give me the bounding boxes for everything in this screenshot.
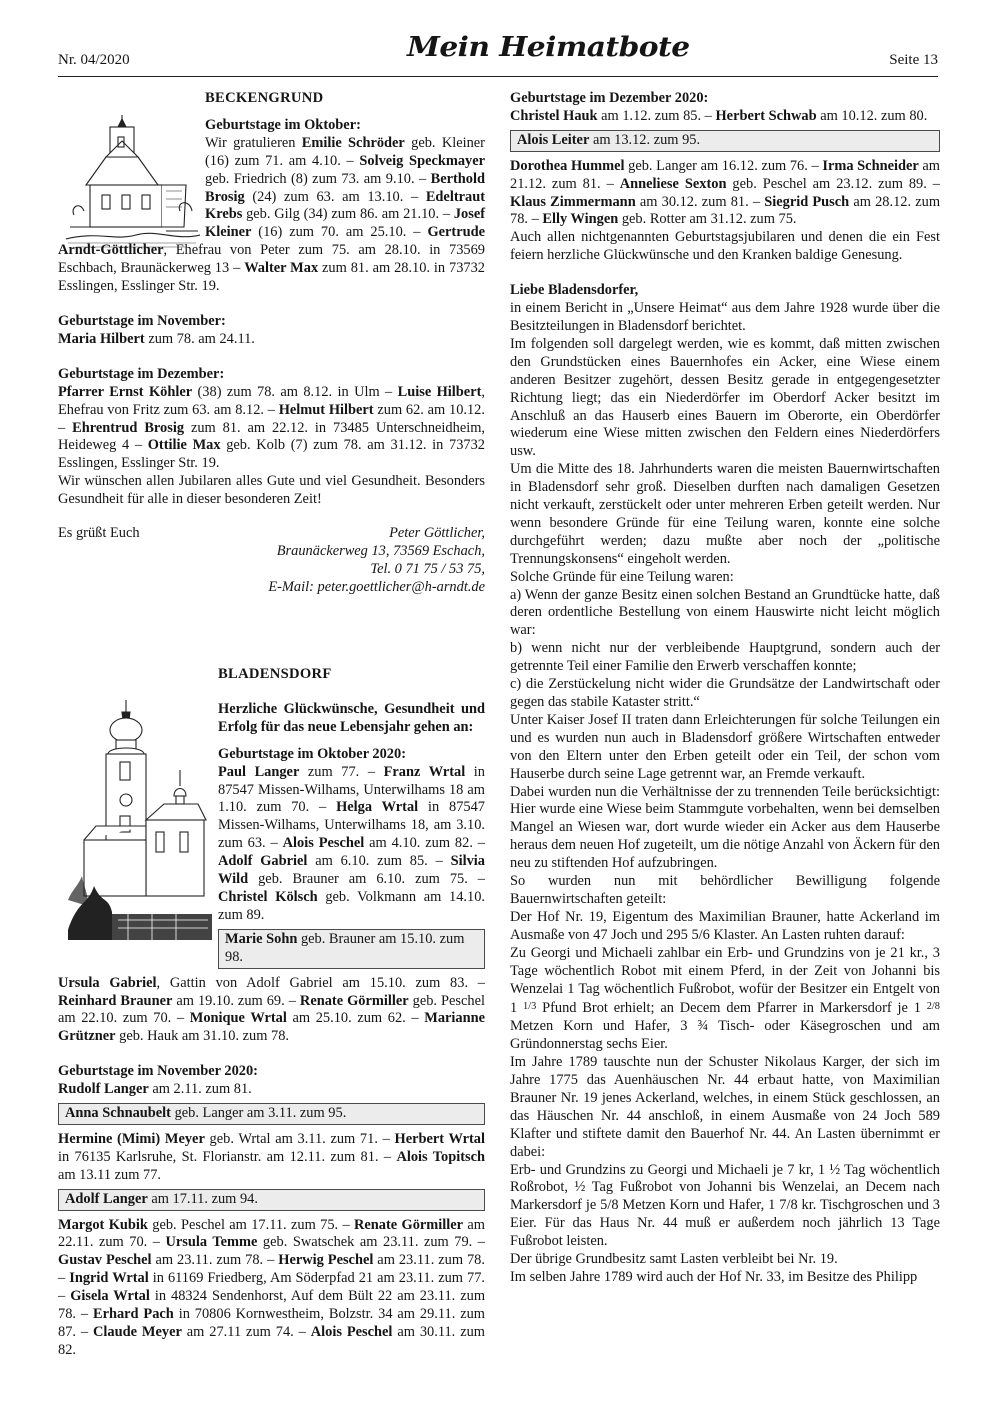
- birthdays-november-2020: Rudolf Langer am 2.11. zum 81.: [58, 1081, 252, 1098]
- letter-paragraph: Im selben Jahre 1789 wird auch der Hof Nr. 33, im Besitze des Philipp: [510, 1269, 918, 1285]
- signature-email: E-Mail: peter.goettlicher@h-arndt.de: [268, 578, 485, 595]
- intro-text: Herzliche Glückwünsche, Gesundheit und Erfolg für das neue Lebensjahr gehen an:: [218, 700, 485, 735]
- heading-november: Geburtstage im November:: [58, 312, 226, 329]
- signature-name: Peter Göttlicher,: [389, 525, 485, 542]
- issue-number: Nr. 04/2020: [58, 52, 130, 68]
- signature-phone: Tel. 0 71 75 / 53 75,: [370, 560, 485, 577]
- letter-paragraph: Im Jahre 1789 tauschte nun der Schuster Nikolaus Karger, der sich im Jahre 1775 das Auenhäuschen Nr. 44 erbaut hatte, von Maximilian Brauner Nr. 19 jenes Ackerland, welches, in einem Stück geschlossen, an das Häuschen Nr. 44 anschloß, in einem Ausmaße von 24 Joch 589 Klafter und stiftete damit den Bauerhof Nr. 44. An Lasten übernimmt er dabei:: [510, 1054, 940, 1160]
- page-number: Seite 13: [889, 52, 938, 68]
- masthead-logo: Mein Heimatbote: [407, 32, 690, 63]
- birthdays-oktober: Wir gratulieren Emilie Schröder geb. Kleiner (16) zum 71. am 4.10. – Solveig Speckmayer geb. Friedrich (8) zum 73. am 9.10. – Berthold Brosig (24) zum 63. am 13.10. – Edeltraut Krebs geb. Gilg (34) zum 86. am 21.10. – Josef Kleiner (16) zum 70. am 25.10. – Gertrude Arndt-Göttlicher, Ehefrau von Peter zum 75. am 28.10. in 73569 Eschbach, Braunäckerweg 13 – Walter Max zum 81. am 28.10. in 73732 Esslingen, Esslinger Str. 19.: [58, 134, 485, 295]
- letter-paragraph: b) wenn nicht nur der verbleibende Hauptgrund, sondern auch der getrennte Teil einer Familie den Erwerb verschaffen konnte;: [510, 640, 940, 675]
- highlight-box-anna-schnaubelt: Anna Schnaubelt geb. Langer am 3.11. zum 95.: [58, 1103, 485, 1125]
- heading-oktober-2020: Geburtstage im Oktober 2020:: [218, 745, 406, 762]
- letter-paragraph: Um die Mitte des 18. Jahrhunderts waren die meisten Bauernwirtschaften in Bladensdorf sehr groß. Dieselben durften nach damaligen Gesetzen nicht verkauft, zerstückelt oder unter mehreren Erben geteilt werden. Nur wenn besondere Gründe für eine Teilung waren, konnte eine solche durchgeführt werden; dazu mußte aber noch der „politische Trennungskonsens“ eingeholt werden.: [510, 461, 940, 567]
- birthdays-november-2020-part3: Margot Kubik geb. Peschel am 17.11. zum 75. – Renate Görmiller am 22.11. zum 70. – Ursula Temme geb. Swatschek am 23.11. zum 79. – Gustav Peschel am 23.11. zum 78. – Herwig Peschel am 23.11. zum 78. – Ingrid Wrtal in 61169 Friedberg, Am Söderpfad 21 am 23.11. zum 77. – Gisela Wrtal in 48324 Sendenhorst, Auf dem Bült 22 am 23.11. zum 78. – Erhard Pach in 70806 Kornwestheim, Bolzstr. 34 am 29.11. zum 87. – Claude Meyer am 27.11 zum 74. – Alois Peschel am 30.11. zum 82.: [58, 1216, 486, 1358]
- column-right: [510, 90, 940, 1287]
- letter-paragraph: c) die Zerstückelung nicht wider die Grundsätze der Landwirtschaft oder gegen das stabile Kataster stritt.“: [510, 676, 940, 710]
- section-beckengrund: [58, 90, 485, 605]
- section-title-beckengrund: BECKENGRUND: [205, 90, 324, 106]
- highlight-box-marie-sohn: Marie Sohn geb. Brauner am 15.10. zum 98.: [218, 929, 485, 969]
- letter-heading: Liebe Bladensdorfer,: [510, 282, 639, 299]
- wishes-text: Wir wünschen allen Jubilaren alles Gute und viel Gesundheit. Besonders Gesundheit für alle in dieser besonderen Zeit!: [58, 473, 485, 508]
- signature-address: Braunäckerweg 13, 73569 Eschach,: [276, 542, 485, 559]
- letter-paragraph: Der Hof Nr. 19, Eigentum des Maximilian Brauner, hatte Ackerland im Ausmaße von 47 Joch und 295 5/6 Klaster. An Lasten ruhten darauf:: [510, 908, 940, 943]
- heading-november-2020: Geburtstage im November 2020:: [58, 1063, 258, 1080]
- birthdays-dezember-2020-cont: Dorothea Hummel geb. Langer am 16.12. zum 76. – Irma Schneider am 21.12. zum 81. – Anneliese Sexton geb. Peschel am 23.12. zum 89. – Klaus Zimmermann am 30.12. zum 81. – Siegrid Pusch am 28.12. zum 78. – Elly Wingen geb. Rotter am 31.12. zum 75.: [510, 157, 941, 228]
- fraction: 2/8: [926, 1001, 940, 1013]
- letter-paragraph: Im folgenden soll dargelegt werden, wie es kommt, daß mitten zwischen den Grundstücken eines Bauernhofes ein Acker, eine Wiese einem anderen Besitzer zugehört, dessen Besitz gerade in entgegengesetzter Richtung liegt; das ein Niederdörfer im Oberdorf Acker besitzt im Anschluß an das Hauserb eines Bauern im Oberorte, ein Oberdörfer wiederum eine Wiese mitten zwischen den Feldern eines Niederdörfers usw.: [510, 335, 940, 460]
- letter-paragraph: in einem Bericht in „Unsere Heimat“ aus dem Jahre 1928 wurde über die Besitzteilungen in Bladensdorf berichtet.: [510, 300, 940, 334]
- header-rule: [58, 76, 938, 77]
- greeting: Es grüßt Euch: [58, 525, 140, 542]
- dezember-closing: Auch allen nichtgenannten Geburtstagsjubilaren und denen die ein Fest feiern herzliche Glückwünsche und den Kranken baldige Genesung.: [510, 229, 940, 264]
- birthdays-november-2020-part2: Hermine (Mimi) Meyer geb. Wrtal am 3.11. zum 71. – Herbert Wrtal in 76135 Karlsruhe, St. Florianstr. am 12.11. zum 81. – Alois Topitsch am 13.11 zum 77.: [58, 1130, 485, 1183]
- signature-block: [58, 525, 485, 605]
- letter-paragraph: So wurden nun mit behördlicher Bewilligung folgende Bauernwirtschaften geteilt:: [510, 873, 940, 907]
- section-title-bladensdorf: BLADENSDORF: [218, 666, 332, 682]
- birthdays-dezember: Pfarrer Ernst Köhler (38) zum 78. am 8.12. in Ulm – Luise Hilbert, Ehefrau von Fritz zum 63. am 8.12. – Helmut Hilbert zum 62. am 10.12. – Ehrentrud Brosig zum 81. am 22.12. in 73485 Unterschneidheim, Heideweg 4 – Ottilie Max geb. Kolb (7) zum 78. am 31.12. in 73732 Esslingen, Esslinger Str. 19.: [58, 383, 485, 472]
- heading-dezember: Geburtstage im Dezember:: [58, 365, 225, 382]
- letter-paragraph: Unter Kaiser Josef II traten dann Erleichterungen für solche Teilungen ein und es wurden nun auch in Bladensdorf größere Wirtschaften entweder von den Eltern unter den Erben geteilt oder ein Teil, der schon vom Hauserbe durch seine Lage getrennt war, an Fremde verkauft.: [510, 711, 940, 782]
- letter-paragraph: Solche Gründe für eine Teilung waren:: [510, 568, 734, 585]
- letter-paragraph: Zu Georgi und Michaeli zahlbar ein Erb- und Grundzins von je 21 kr., 3 Tage wöchentlich Robot mit einem Pferd, in der Zeit von Johanni bis Wenzelai 1 Tag wöchentlich Fußrobot, wofür der Besitzer ein Entgelt von 1 $^{1/3}$ Pfund Brot erhielt; an Decem dem Pfarrer in Markersdorf je 1 $^{2/8}$ Metzen Korn und Hafer, 3 ¾ Tisch- oder Käsegroschen und am Gründonnerstag sechs Eier.: [510, 944, 940, 1053]
- letter-paragraph: Erb- und Grundzins zu Georgi und Michaeli je 7 kr, 1 ½ Tag wöchentlich Roßrobot, ½ Tag Fußrobot von Johanni bis Wenzelai, an Decem nach Markersdorf je 5/8 Metzen Korn und Hafer, 1 7/8 kr. Tischgroschen und 3 Eier. Für das Haus Nr. 44 muß er außerdem noch jährlich 13 Tage Fußrobot leisten.: [510, 1161, 940, 1250]
- birthdays-dezember-2020: Christel Hauk am 1.12. zum 85. – Herbert Schwab am 10.12. zum 80.: [510, 107, 928, 124]
- letter-paragraph: Der übrige Grundbesitz samt Lasten verbleibt bei Nr. 19.: [510, 1251, 838, 1268]
- section-bladensdorf: [58, 666, 485, 1360]
- letter-paragraph: Dabei wurden nun die Verhältnisse der zu trennenden Teile berücksichtigt: Hier wurde eine Wiese beim Stammgute vorbehalten, wenn bei demselben Mangel an Wiesen war, dort wurde wieder ein Acker aus dem Hauserbe heraus dem neuen Hof zugeteilt, um die nötige Anzahl von Äckern für den neu zu stiftenden Hof aufzubringen.: [510, 783, 940, 872]
- highlight-box-adolf-langer: Adolf Langer am 17.11. zum 94.: [58, 1189, 485, 1211]
- birthdays-oktober-2020-cont: Ursula Gabriel, Gattin von Adolf Gabriel am 15.10. zum 83. – Reinhard Brauner am 19.10. zum 69. – Renate Görmiller geb. Peschel am 22.10. zum 70. – Monique Wrtal am 25.10. zum 62. – Marianne Grützner geb. Hauk am 31.10. zum 78.: [58, 974, 486, 1045]
- heading-oktober: Geburtstage im Oktober:: [205, 116, 361, 133]
- letter-paragraph: a) Wenn der ganze Besitz einen solchen Bestand an Grundtücke hatte, daß deren ordentliche Bestellung von einem Hauswirte nicht leicht möglich war:: [510, 586, 940, 639]
- heading-dezember-2020: Geburtstage im Dezember 2020:: [510, 90, 709, 106]
- highlight-box-alois-leiter: Alois Leiter am 13.12. zum 95.: [510, 130, 940, 152]
- birthdays-oktober-2020: Paul Langer zum 77. – Franz Wrtal in 87547 Missen-Wilhams, Unterwilhams 18 am 1.10. zum 70. – Helga Wrtal in 87547 Missen-Wilhams, Unterwilhams 18, am 3.10. zum 63. – Alois Peschel am 4.10. zum 82. – Adolf Gabriel am 6.10. zum 85. – Silvia Wild geb. Brauner am 6.10. zum 75. – Christel Kölsch geb. Volkmann am 14.10. zum 89.: [218, 763, 485, 923]
- fraction: 1/3: [523, 1001, 537, 1013]
- birthdays-november: Maria Hilbert zum 78. am 24.11.: [58, 330, 255, 347]
